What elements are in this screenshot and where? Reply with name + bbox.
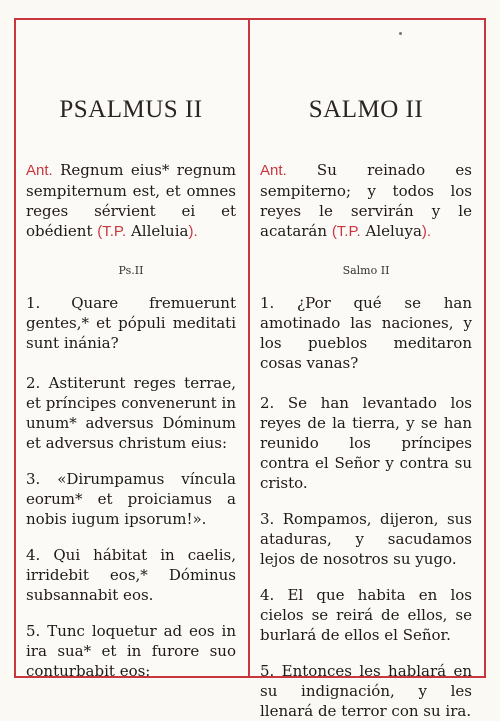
latin-antiphon: [26, 160, 236, 242]
spanish-antiphon-text: Su reinado es sempiterno; y todos los reyes le servirán y le acatarán: [260, 161, 472, 240]
latin-verse-4: 4. Qui hábitat in caelis, irridebit eos,* Dóminus subsannabit eos.: [26, 546, 236, 604]
latin-antiphon-text: Regnum eius* regnum sempiternum est, et omnes reges sérvient ei et obédient: [26, 161, 236, 240]
latin-title: PSALMUS II: [59, 96, 203, 123]
latin-tp-close: ).: [188, 223, 198, 240]
spanish-tp-text: Aleluya: [365, 222, 422, 240]
latin-column: [16, 18, 246, 678]
latin-tp-tag: (T.P.: [97, 223, 127, 240]
spanish-tp-close: ).: [421, 223, 432, 240]
latin-antiphon-tag: Ant.: [26, 162, 53, 179]
spanish-tp-tag: (T.P.: [331, 223, 361, 240]
latin-tp-text: Alleluia: [130, 222, 189, 240]
latin-verse-3: 3. «Dirumpamus víncula eorum* et proiciamus a nobis iugum ipsorum!».: [26, 470, 236, 528]
spanish-column: [252, 18, 484, 720]
spanish-antiphon-tag: Ant.: [260, 162, 287, 179]
spanish-subhead: Salmo II: [342, 264, 390, 277]
spanish-antiphon: [260, 160, 472, 242]
spanish-verse-1: 1. ¿Por qué se han amotinado las naciones, y los pueblos meditaron cosas vanas?: [260, 294, 472, 372]
latin-verse-5: 5. Tunc loquetur ad eos in ira sua* et in furore suo conturbabit eos:: [26, 622, 236, 680]
column-divider: [248, 18, 250, 678]
latin-verse-1: 1. Quare fremuerunt gentes,* et pópuli meditati sunt inánia?: [26, 294, 236, 352]
latin-verse-2: 2. Astiterunt reges terrae, et príncipes convenerunt in unum* adversus Dóminum et adversus christum eius:: [26, 374, 236, 452]
latin-subhead: Ps.II: [118, 264, 144, 277]
spanish-title: SALMO II: [308, 96, 424, 123]
spanish-verse-3: 3. Rompamos, dijeron, sus ataduras, y sacudamos lejos de nosotros su yugo.: [260, 510, 472, 568]
spanish-verse-5: 5. Entonces les hablará en su indignación, y les llenará de terror con su ira.: [260, 662, 472, 720]
spanish-verse-4: 4. El que habita en los cielos se reirá de ellos, se burlará de ellos el Señor.: [260, 586, 472, 644]
spanish-verse-2: 2. Se han levantado los reyes de la tierra, y se han reunido los príncipes contra el Señor y contra su cristo.: [260, 394, 472, 492]
